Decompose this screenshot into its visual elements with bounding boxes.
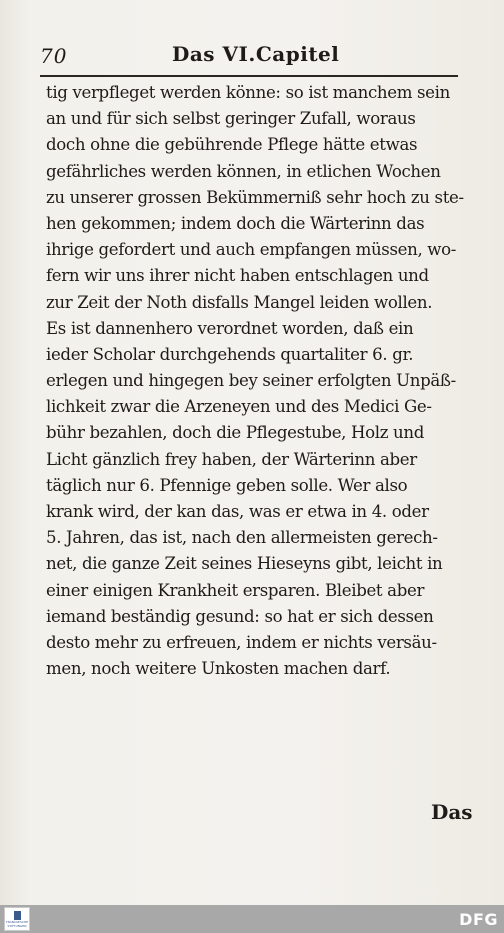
body-text <box>46 80 470 682</box>
text-line: erlegen und hingegen bey seiner erfolgten Unpäß- <box>46 371 456 391</box>
text-line: fern wir uns ihrer nicht haben entschlagen und <box>46 266 429 286</box>
text-line: ihrige gefordert und auch empfangen müssen, wo- <box>46 240 457 260</box>
library-logo-text: FRANCKESCHE STIFTUNGEN <box>6 921 28 928</box>
viewer-footer-bar <box>0 905 504 933</box>
dfg-logo[interactable]: DFG <box>459 910 498 929</box>
text-line: bühr bezahlen, doch die Pflegestube, Holz und <box>46 423 424 443</box>
page-number: 70 <box>40 44 68 68</box>
text-line: iemand beständig gesund: so hat er sich dessen <box>46 606 434 626</box>
text-line: tig verpfleget werden könne: so ist manchem sein <box>46 83 450 102</box>
header-rule <box>40 75 458 77</box>
text-line: gefährliches werden können, in etlichen Wochen <box>46 161 441 181</box>
text-line: desto mehr zu erfreuen, indem er nichts versäu- <box>46 632 437 652</box>
catchword: Das <box>431 800 473 824</box>
text-line: 5. Jahren, das ist, nach den allermeisten gerech- <box>46 528 438 548</box>
text-line: lichkeit zwar die Arzeneyen und des Medici Ge- <box>46 397 432 417</box>
library-building-icon <box>14 911 21 920</box>
text-line: hen gekommen; indem doch die Wärterinn das <box>46 213 425 233</box>
text-line: net, die ganze Zeit seines Hieseyns gibt, leicht in <box>46 554 443 574</box>
text-line: men, noch weitere Unkosten machen darf. <box>46 659 391 679</box>
text-line: doch ohne die gebührende Pflege hätte etwas <box>46 135 418 155</box>
text-line: Es ist dannenhero verordnet worden, daß ein <box>46 318 414 338</box>
text-line: ieder Scholar durchgehends quartaliter 6. gr. <box>46 344 414 364</box>
text-line: krank wird, der kan das, was er etwa in 4. oder <box>46 502 429 521</box>
running-title: Das VI.Capitel <box>172 42 340 66</box>
text-line: täglich nur 6. Pfennige geben solle. Wer also <box>46 475 408 495</box>
library-logo[interactable] <box>4 907 30 931</box>
text-line: an und für sich selbst geringer Zufall, woraus <box>46 109 416 129</box>
text-line: zur Zeit der Noth disfalls Mangel leiden wollen. <box>46 292 433 312</box>
text-line: Licht gänzlich frey haben, der Wärterinn aber <box>46 449 417 469</box>
text-line: zu unserer grossen Bekümmerniß sehr hoch zu ste- <box>46 187 464 207</box>
text-line: einer einigen Krankheit ersparen. Bleibet aber <box>46 580 425 600</box>
